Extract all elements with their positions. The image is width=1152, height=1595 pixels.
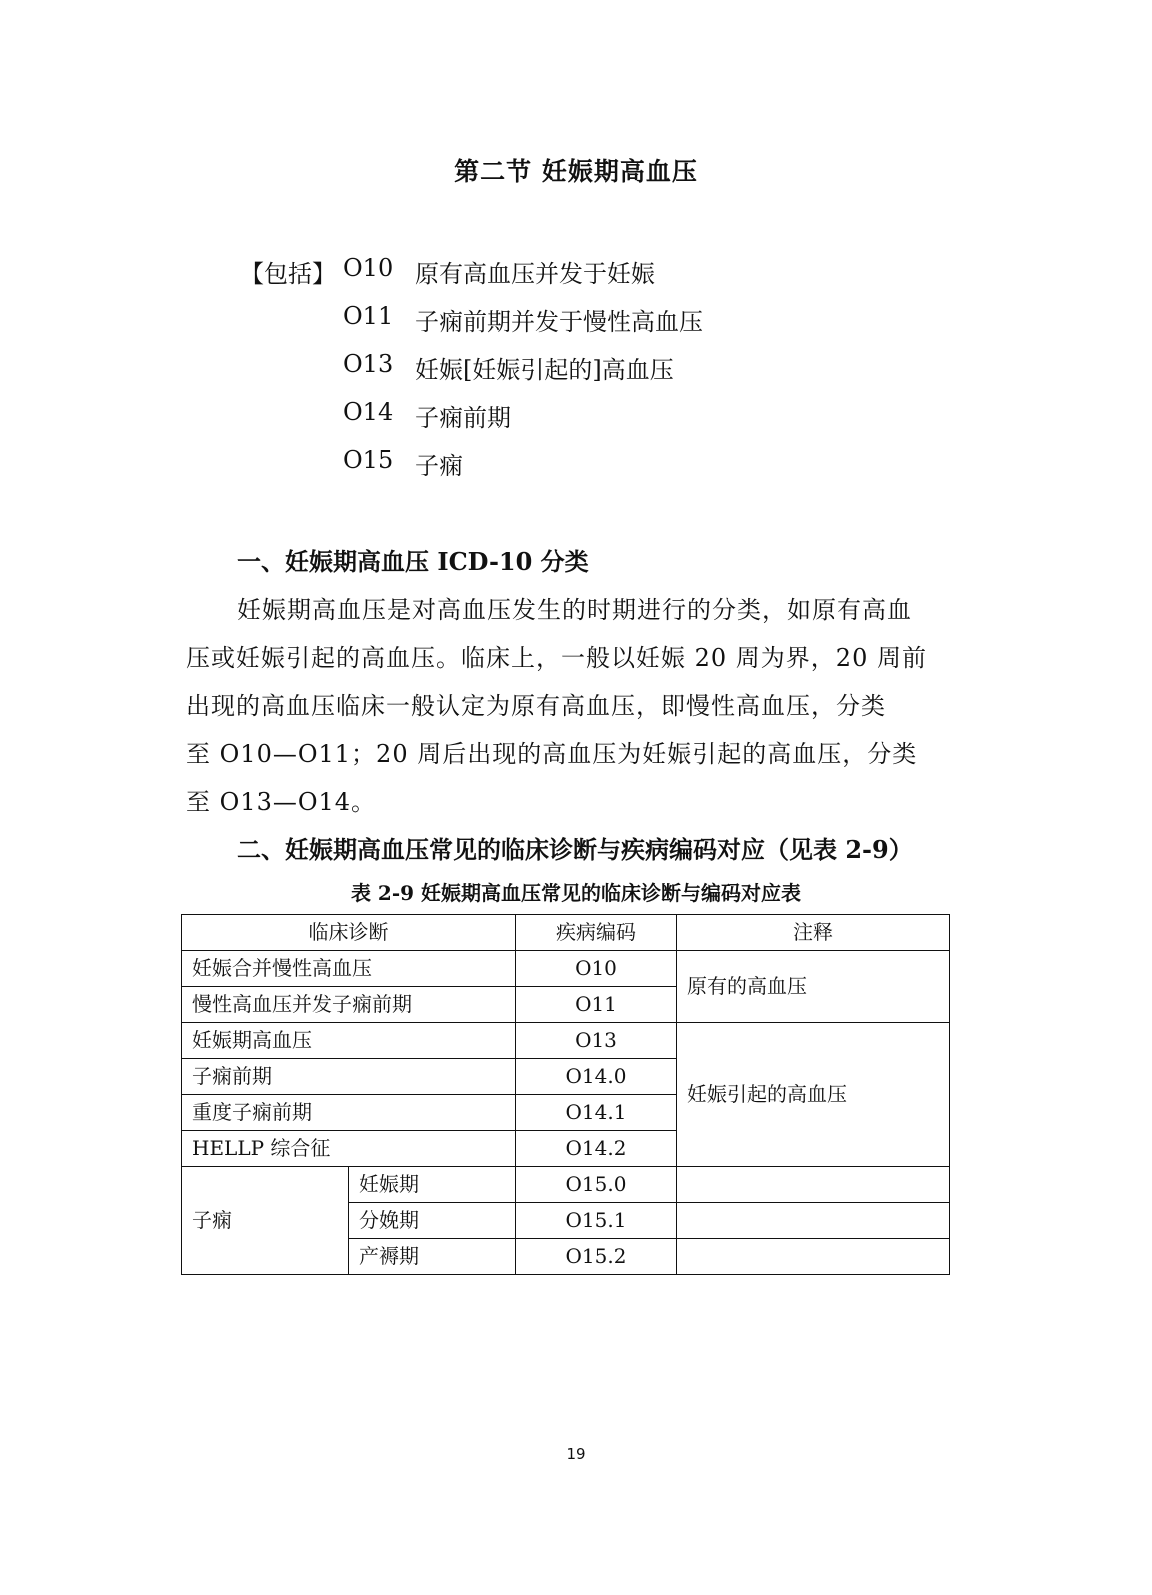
diagnosis-cell: 妊娠期高血压 [182,1023,516,1059]
includes-label: 【包括】 [240,260,336,288]
include-code: O11 [343,302,394,330]
table-caption: 表 2-9 妊娠期高血压常见的临床诊断与编码对应表 [350,881,802,905]
header-code: 疾病编码 [516,915,677,951]
include-desc: 原有高血压并发于妊娠 [415,260,655,288]
table-row [182,1167,950,1203]
paragraph-line: 压或妊娠引起的高血压。临床上，一般以妊娠 20 周为界，20 周前 [186,644,927,672]
paragraph-line: 至 O10—O11；20 周后出现的高血压为妊娠引起的高血压，分类 [186,740,918,768]
section-title: 第二节 妊娠期高血压 [454,157,698,186]
paragraph-line: 妊娠期高血压是对高血压发生的时期进行的分类，如原有高血 [237,596,912,624]
table-row [182,1023,950,1059]
heading-classification: 一、妊娠期高血压 ICD-10 分类 [237,547,589,576]
diagnosis-cell: 妊娠合并慢性高血压 [182,951,516,987]
code-cell: O15.2 [516,1239,677,1275]
period-cell: 产褥期 [349,1239,516,1275]
code-cell: O14.0 [516,1059,677,1095]
include-desc: 子痫前期 [415,404,511,432]
heading-diagnosis-mapping: 二、妊娠期高血压常见的临床诊断与疾病编码对应（见表 2-9） [237,835,913,864]
header-note: 注释 [677,915,950,951]
table-header-row [182,915,950,951]
diagnosis-cell: HELLP 综合征 [182,1131,516,1167]
include-desc: 子痫前期并发于慢性高血压 [415,308,703,336]
note-cell [677,1203,950,1239]
note-cell [677,1167,950,1203]
eclampsia-label-cell: 子痫 [182,1167,349,1275]
include-code: O13 [343,350,394,378]
code-cell: O15.1 [516,1203,677,1239]
table-row [182,951,950,987]
code-cell: O14.1 [516,1095,677,1131]
code-cell: O14.2 [516,1131,677,1167]
include-desc: 妊娠[妊娠引起的]高血压 [415,356,674,384]
include-code: O15 [343,446,394,474]
period-cell: 分娩期 [349,1203,516,1239]
diagnosis-cell: 慢性高血压并发子痫前期 [182,987,516,1023]
diagnosis-cell: 重度子痫前期 [182,1095,516,1131]
include-code: O14 [343,398,394,426]
include-desc: 子痫 [415,452,463,480]
diagnosis-code-table [181,914,950,1275]
code-cell: O13 [516,1023,677,1059]
diagnosis-cell: 子痫前期 [182,1059,516,1095]
paragraph-line: 出现的高血压临床一般认定为原有高血压，即慢性高血压，分类 [186,692,886,720]
paragraph-line: 至 O13—O14。 [186,788,377,816]
code-cell: O15.0 [516,1167,677,1203]
period-cell: 妊娠期 [349,1167,516,1203]
note-cell: 妊娠引起的高血压 [677,1023,950,1167]
include-code: O10 [343,254,394,282]
note-cell: 原有的高血压 [677,951,950,1023]
code-cell: O10 [516,951,677,987]
note-cell [677,1239,950,1275]
header-diagnosis: 临床诊断 [182,915,516,951]
code-cell: O11 [516,987,677,1023]
page-number: 19 [566,1445,586,1463]
